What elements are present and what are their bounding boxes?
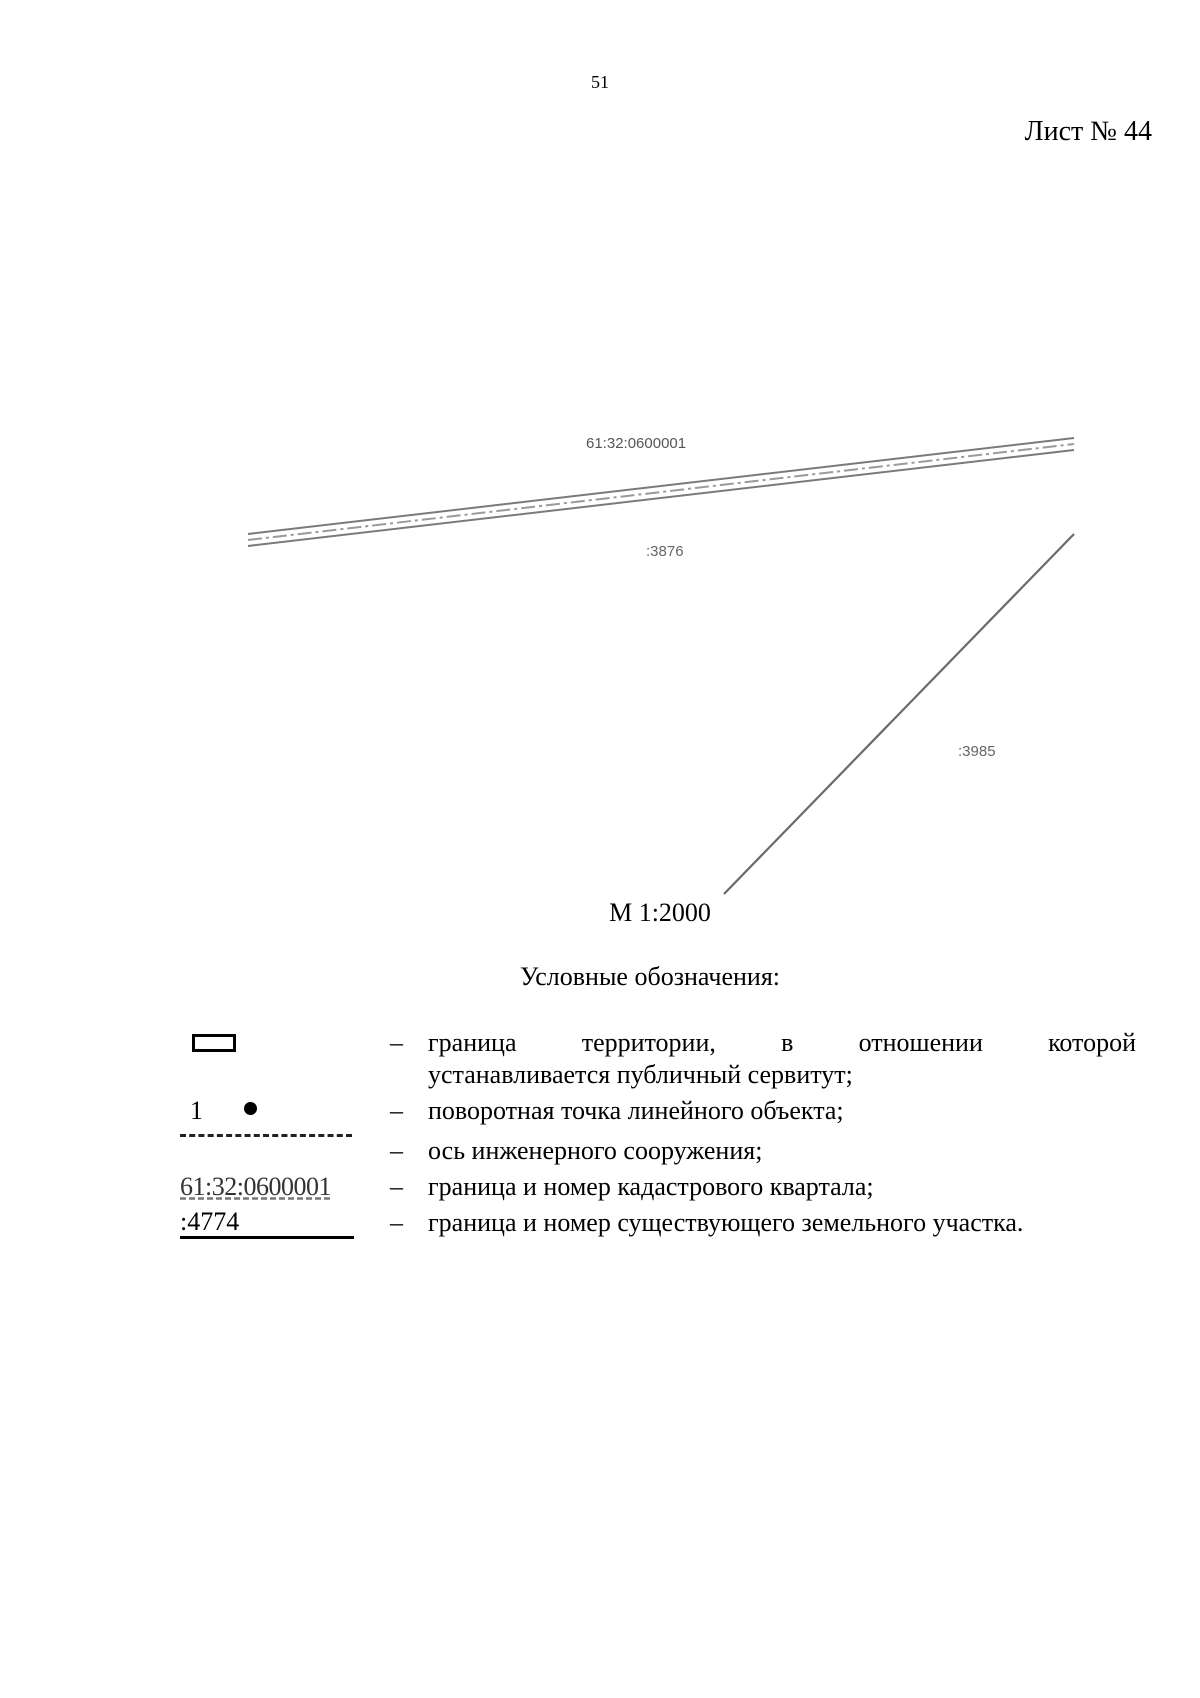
legend-dash: –: [390, 1096, 403, 1125]
legend-item-cadastral-quarter: [0, 1172, 1200, 1204]
parcel-label-3985: :3985: [958, 743, 996, 760]
legend-text: граница территории, в отношении которой: [428, 1028, 1136, 1057]
road-axis: [248, 444, 1074, 540]
legend-text: поворотная точка линейного объекта;: [428, 1096, 844, 1125]
turning-point-dot-icon: [244, 1102, 257, 1115]
legend-dash: –: [390, 1136, 403, 1165]
parcel-boundary-diagonal: [724, 534, 1074, 894]
legend-text: ось инженерного сооружения;: [428, 1136, 763, 1165]
legend-item-servitude-boundary: [0, 1028, 1200, 1088]
legend-dash: –: [390, 1208, 403, 1237]
quarter-label: 61:32:0600001: [586, 435, 687, 452]
page-number: 51: [591, 72, 609, 92]
cadastral-quarter-symbol: 61:32:0600001: [180, 1172, 331, 1201]
legend-dash: –: [390, 1172, 403, 1201]
legend-title: Условные обозначения:: [519, 962, 781, 991]
parcel-label-3876: :3876: [646, 543, 684, 560]
sheet-title: Лист № 44: [1024, 116, 1152, 147]
scale-label: М 1:2000: [609, 898, 711, 927]
road-boundary-upper: [248, 438, 1074, 534]
servitude-boundary-symbol: [192, 1034, 236, 1052]
legend-item-land-parcel: [0, 1208, 1200, 1242]
legend-item-engineering-axis: [0, 1132, 1200, 1164]
road-boundary-lower: [248, 450, 1074, 546]
turning-point-number: 1: [190, 1096, 203, 1125]
legend-item-turning-point: [0, 1096, 1200, 1128]
legend-text: граница и номер кадастрового квартала;: [428, 1172, 874, 1201]
legend-text: граница и номер существующего земельного участка.: [428, 1208, 1024, 1237]
engineering-axis-symbol: [180, 1134, 352, 1137]
legend-dash: –: [390, 1028, 403, 1057]
legend-text-continued: устанавливается публичный сервитут;: [428, 1060, 853, 1089]
land-parcel-symbol: :4774: [180, 1208, 354, 1239]
